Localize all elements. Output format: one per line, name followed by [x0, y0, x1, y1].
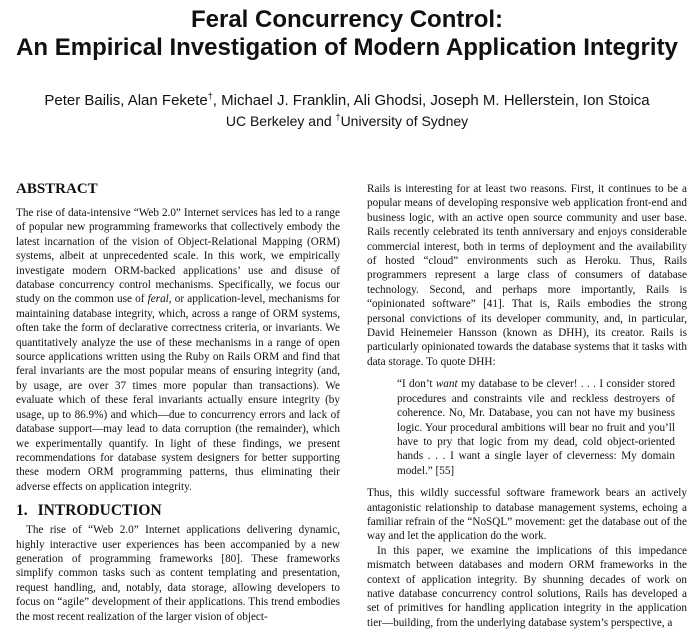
- author-list: [0, 92, 694, 110]
- authors-part-b: , Michael J. Franklin, Ali Ghodsi, Joseph M. Hellerstein, Ion Stoica: [212, 92, 650, 109]
- quote-text-b: my database to be clever! . . . I consider stored procedures and constraints vile and reckless destroyers of coherence. No, Mr. Database, you can not have my business logic. Your procedural ambitions will bear no fruit and you’ll have to pry that logic from my dead, cold object-oriented hands . . . I want a single layer of cleverness: My domain model.” [55]: [397, 378, 675, 477]
- affiliation-dagger: †: [207, 91, 213, 101]
- paper-title-line-2: An Empirical Investigation of Modern Application Integrity: [16, 34, 678, 61]
- introduction-heading: [16, 502, 340, 520]
- section-title: INTRODUCTION: [37, 502, 162, 520]
- dhh-quote: [397, 377, 675, 478]
- quote-emphasis: want: [435, 378, 458, 391]
- paper-title-line-1: Feral Concurrency Control:: [190, 6, 504, 33]
- affiliations: [0, 112, 694, 130]
- affiliation-dagger-mark: †: [335, 112, 341, 122]
- left-column: [16, 180, 340, 624]
- authors-part-a: Peter Bailis, Alan Fekete: [44, 92, 208, 109]
- quote-text-a: “I don’t: [397, 378, 436, 391]
- antagonism-paragraph: Thus, this wildly successful software framework bears an actively antagonistic relationship to database management systems, echoing a familiar refrain of the “NoSQL” movement: get the database out of the way and let the application do the work.: [367, 487, 687, 543]
- affiliation-part-a: UC Berkeley and: [225, 113, 336, 129]
- section-number: 1.: [16, 502, 28, 520]
- abstract-heading: ABSTRACT: [16, 181, 98, 197]
- impedance-paragraph: In this paper, we examine the implications of this impedance mismatch between databases and modern ORM frameworks in the context of application integrity. By shunning decades of work on native database concurrency control solutions, Rails has developed a set of primitives for handling application integrity in the application tier—building, from the underlying database system’s perspective, a: [367, 544, 687, 629]
- rails-paragraph: Rails is interesting for at least two reasons. First, it continues to be a popular means of developing responsive web application front-end and business logic, with an active open source community and user base. Rails recently celebrated its tenth anniversary and enjoys considerable commercial interest, both in terms of deployment and the availability of hosted “cloud” environments such as Heroku. Thus, Rails programmers represent a large class of consumers of database technology. Second, and perhaps more importantly, Rails is “opinionated software” [41]. That is, Rails embodies the strong personal convictions of its developer community, and, in particular, David Heinemeier Hansson (known as DHH), its creator. Rails is particularly opinionated towards the database systems that it tasks with data storage. To quote DHH:: [367, 183, 687, 368]
- affiliation-part-b: University of Sydney: [340, 113, 469, 129]
- abstract-text-a: The rise of data-intensive “Web 2.0” Internet services has led to a range of popular new programming frameworks that collectively embody the latest incarnation of the vision of Object-Relational Mapping (ORM) systems, albeit at unprecedented scale. In this work, we empirically investigate modern ORM-backed applications’ use and disuse of database concurrency control mechanisms. Specifically, we focus our study on the common use of: [16, 207, 340, 306]
- intro-paragraph: The rise of “Web 2.0” Internet applications delivering dynamic, highly interactive user experiences has been accompanied by a new generation of programming frameworks [80]. These frameworks simplify common tasks such as content templating and presentation, request handling, and, notably, data storage, allowing developers to focus on “agile” development of their applications. This trend embodies the most recent realization of the larger vision of object-: [16, 524, 340, 623]
- abstract-paragraph: [16, 206, 340, 494]
- abstract-emphasis: feral: [147, 293, 169, 306]
- right-column: [367, 182, 687, 630]
- abstract-text-b: , or application-level, mechanisms for maintaining database integrity, which, across a range of ORM systems, often take the form of declarative correctness criteria, or invariants. We quantitatively analyze the use of these mechanisms in a range of open source applications written using the Ruby on Rails ORM and find that feral invariants are the most popular means of ensuring integrity (and, by usage, are over 37 times more popular than transactions). We evaluate which of these feral invariants actually ensure integrity (by usage, up to 86.9%) and which—due to concurrency errors and lack of database support—may lead to data corruption (the remainder), which we experimentally quantify. In light of these findings, we present recommendations for database system designers for better supporting these modern ORM programming patterns, thus eliminating their adverse effects on application integrity.: [16, 293, 341, 493]
